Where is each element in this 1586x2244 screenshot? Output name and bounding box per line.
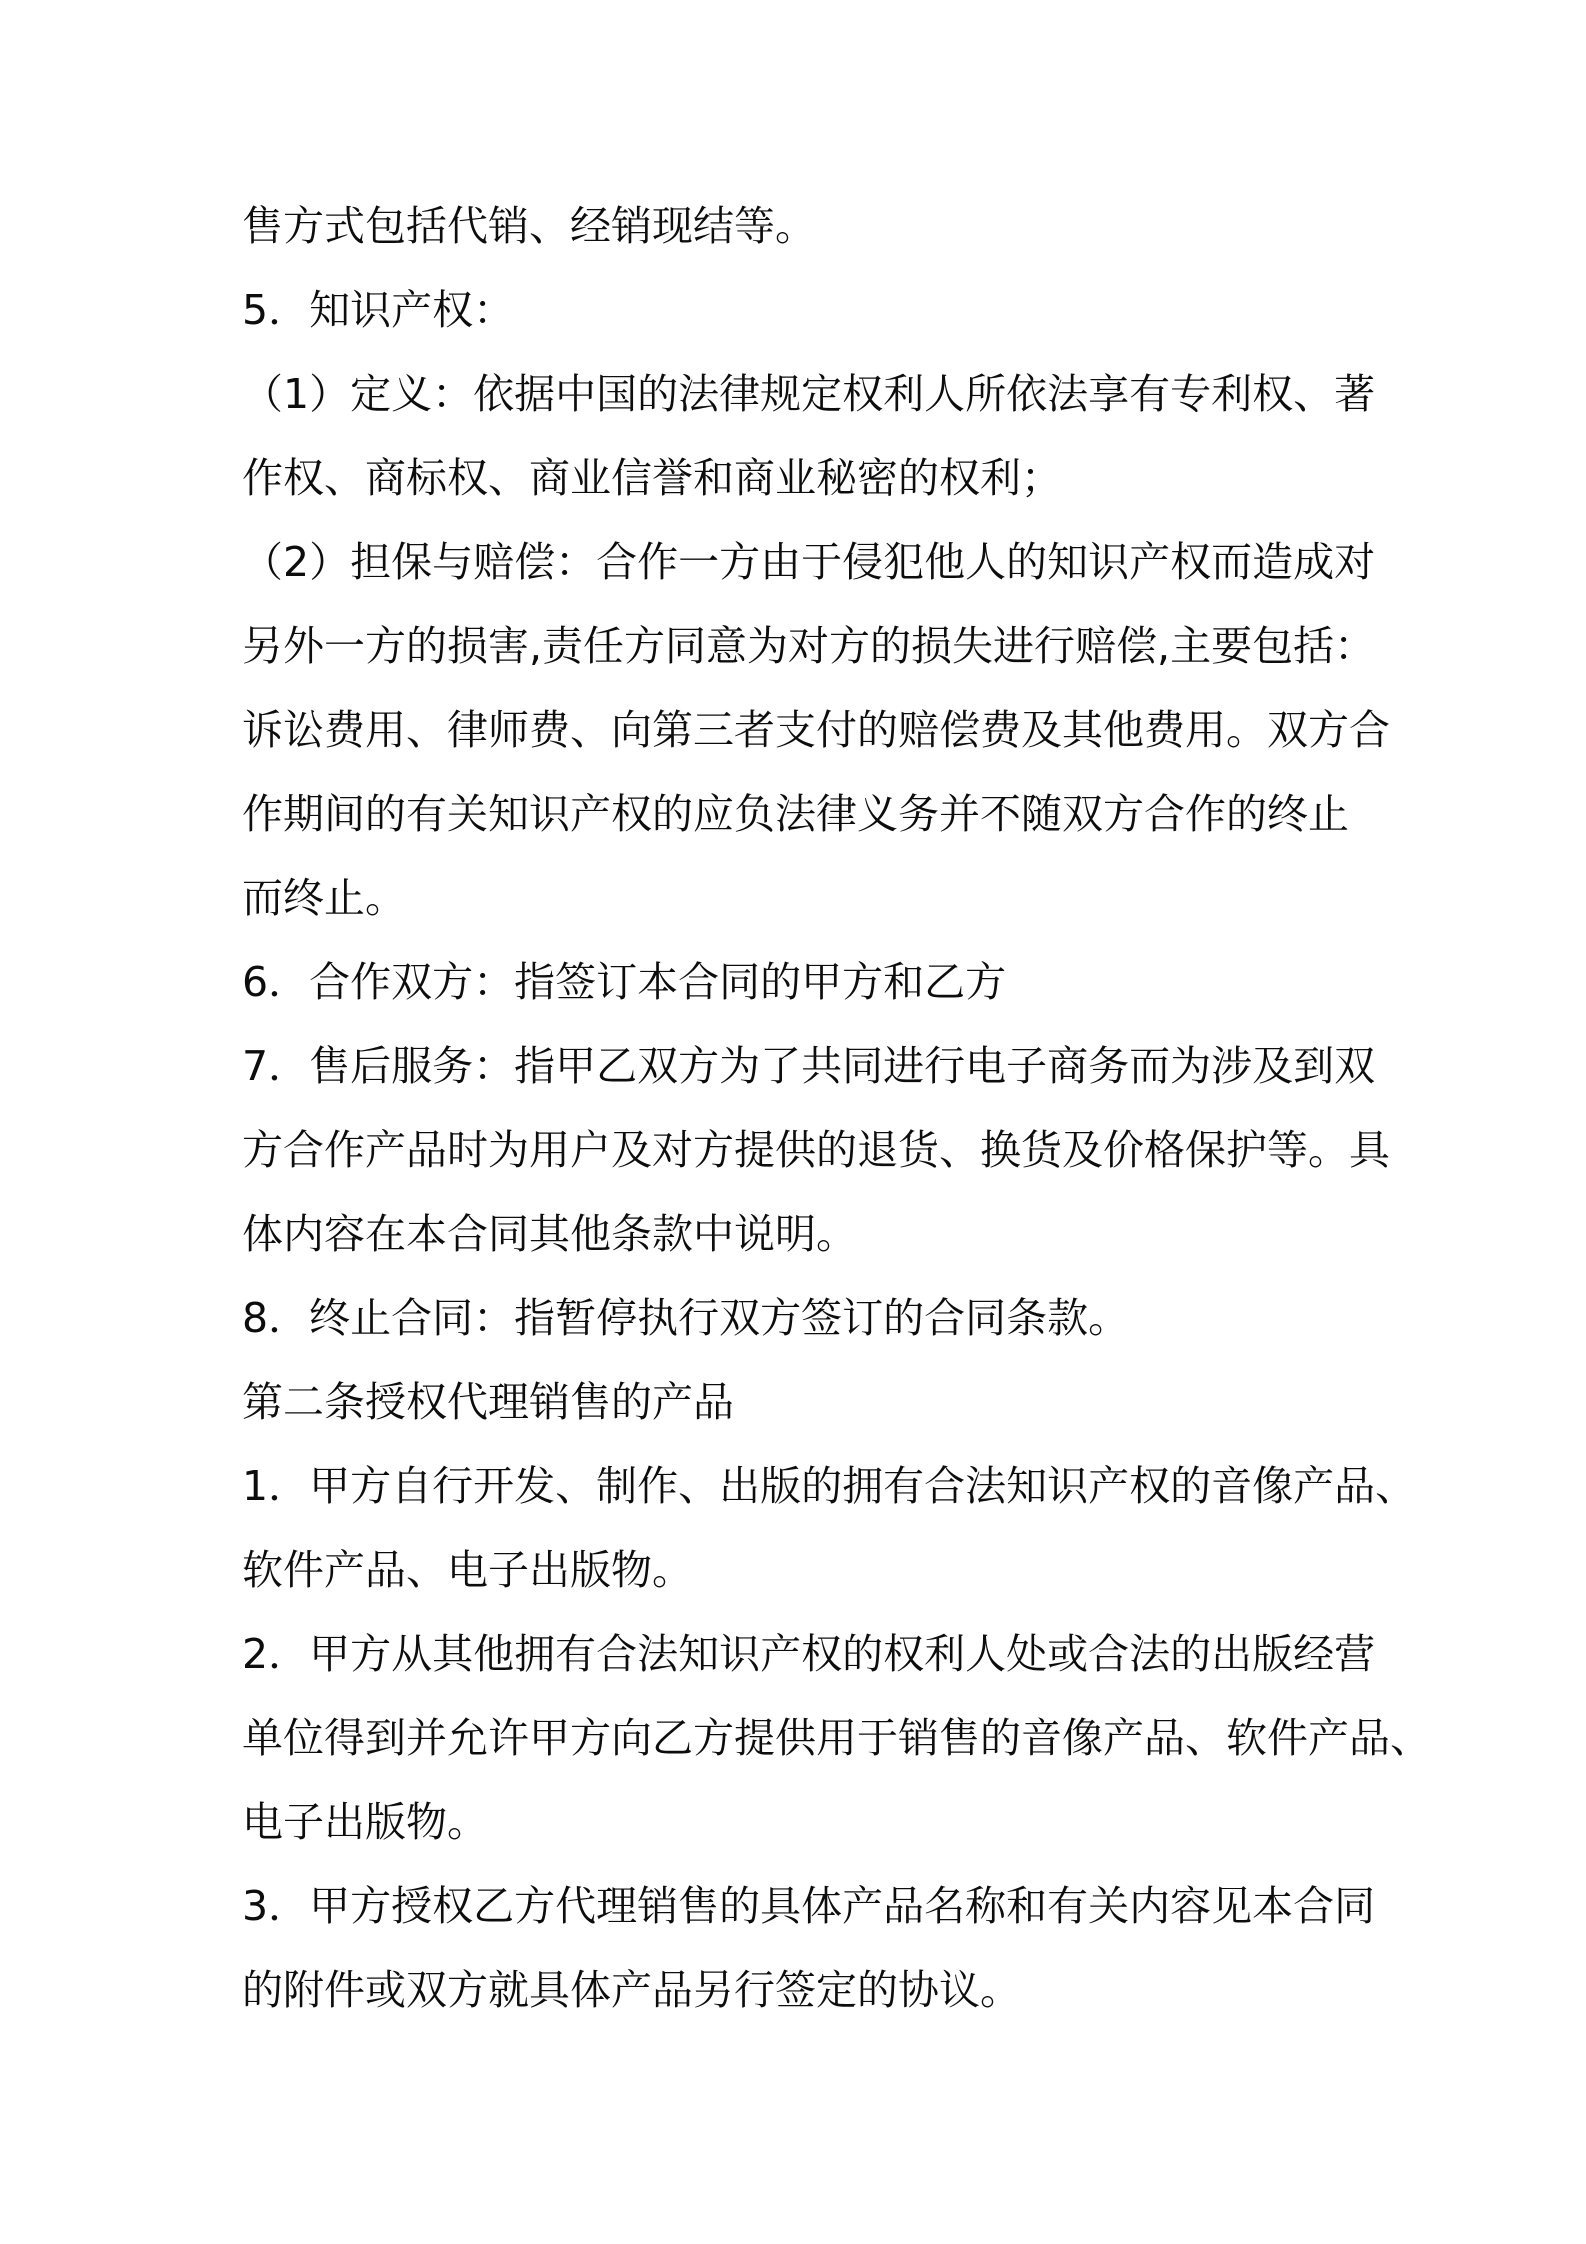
text-line: 1．甲方自行开发、制作、出版的拥有合法知识产权的音像产品、 [242, 1462, 1417, 1510]
text-line: 第二条授权代理销售的产品 [242, 1378, 734, 1426]
text-line: 7．售后服务：指甲乙双方为了共同进行电子商务而为涉及到双 [242, 1042, 1376, 1090]
text-line: 体内容在本合同其他条款中说明。 [242, 1210, 857, 1258]
paragraph-contract-termination [242, 1276, 1492, 1360]
text-line: 诉讼费用、律师费、向第三者支付的赔偿费及其他费用。双方合 [242, 706, 1390, 754]
paragraph-sales-method-continuation [242, 184, 1492, 268]
heading-intellectual-property [242, 268, 1492, 352]
text-line: 6．合作双方：指签订本合同的甲方和乙方 [242, 958, 1007, 1006]
paragraph-after-sales-service [242, 1024, 1492, 1276]
paragraph-cooperating-parties [242, 940, 1492, 1024]
text-line: 3．甲方授权乙方代理销售的具体产品名称和有关内容见本合同 [242, 1882, 1376, 1930]
text-line: （1）定义：依据中国的法律规定权利人所依法享有专利权、著 [242, 370, 1376, 418]
text-line: （2）担保与赔偿：合作一方由于侵犯他人的知识产权而造成对 [242, 538, 1376, 586]
text-line: 作期间的有关知识产权的应负法律义务并不随双方合作的终止 [242, 790, 1349, 838]
text-line: 5．知识产权： [242, 286, 515, 334]
text-line: 而终止。 [242, 874, 406, 922]
text-line: 方合作产品时为用户及对方提供的退货、换货及价格保护等。具 [242, 1126, 1390, 1174]
paragraph-product-item-2 [242, 1612, 1492, 1864]
paragraph-ip-guarantee-compensation [242, 520, 1492, 940]
paragraph-product-item-1 [242, 1444, 1492, 1612]
heading-article-two [242, 1360, 1492, 1444]
text-line: 2．甲方从其他拥有合法知识产权的权利人处或合法的出版经营 [242, 1630, 1376, 1678]
document-body [242, 184, 1492, 2032]
text-line: 另外一方的损害,责任方同意为对方的损失进行赔偿,主要包括： [242, 622, 1376, 670]
paragraph-product-item-3 [242, 1864, 1492, 2032]
paragraph-ip-definition [242, 352, 1492, 520]
text-line: 单位得到并允许甲方向乙方提供用于销售的音像产品、软件产品、 [242, 1714, 1431, 1762]
text-line: 软件产品、电子出版物。 [242, 1546, 693, 1594]
text-line: 的附件或双方就具体产品另行签定的协议。 [242, 1966, 1021, 2014]
text-line: 售方式包括代销、经销现结等。 [242, 202, 816, 250]
text-line: 电子出版物。 [242, 1798, 488, 1846]
text-line: 8．终止合同：指暂停执行双方签订的合同条款。 [242, 1294, 1130, 1342]
text-line: 作权、商标权、商业信誉和商业秘密的权利； [242, 454, 1062, 502]
